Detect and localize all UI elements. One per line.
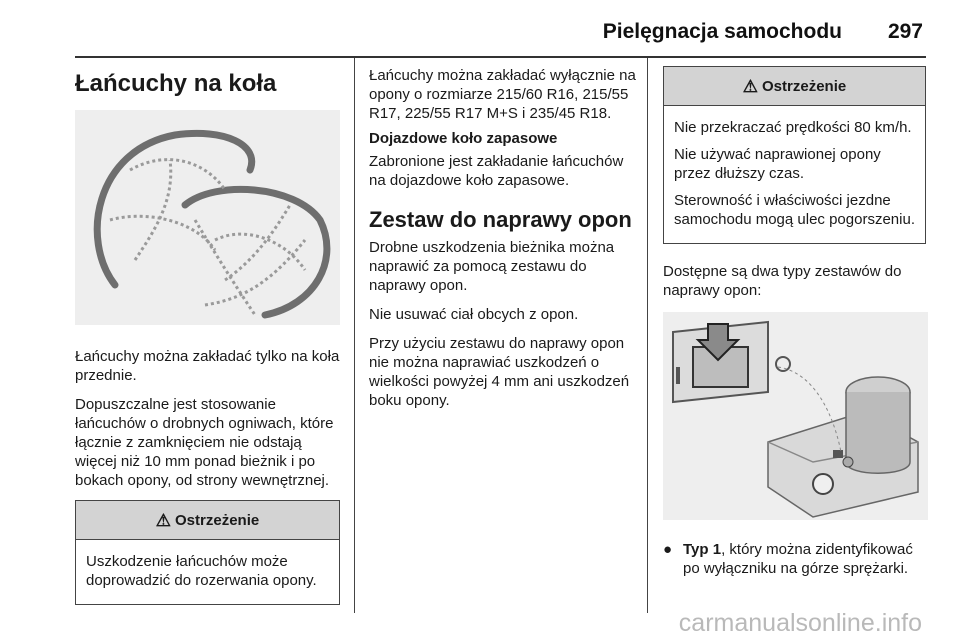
spare-wheel-subheading: Dojazdowe koło zapasowe [369,130,558,147]
warning-box-repair [663,66,926,244]
bullet-label: Typ 1 [683,541,722,558]
chains-allowed-text: Dopuszczalne jest stosowanie łańcuchów o drobnych ogniwach, które łącznie z zamknięciem nie odstają więcej niż 10 mm ponad bieżnik i po bokach opony, od strony wewnętrznej. [75,396,334,489]
section-title-chains: Łańcuchy na koła [75,70,277,97]
repaired-tire-usage-text: Nie używać naprawionej opony przez dłuższy czas. [674,146,881,182]
warning-triangle-icon: ⚠ [155,510,172,530]
column-2 [369,66,637,420]
bullet-type1 [663,540,926,578]
column-1 [75,62,340,623]
warning-triangle-icon: ⚠ [742,76,759,96]
warning-heading [76,501,339,540]
repair-limits-text: Przy użyciu zestawu do naprawy opon nie można naprawiać uszkodzeń o wielkości powyżej 4 mm ani uszkodzeń boku opony. [369,335,630,409]
header-title: Pielęgnacja samochodu [602,20,842,43]
column-divider-2 [647,58,648,613]
section-title-repair-kit: Zestaw do naprawy opon [369,207,632,232]
spare-wheel-text: Zabronione jest zakładanie łańcuchów na dojazdowe koło zapasowe. [369,153,624,189]
warning-box-chains [75,500,340,605]
speed-limit-text: Nie przekraczać prędkości 80 km/h. [674,119,912,136]
page-number: 297 [887,20,923,43]
watermark: carmanualsonline.info [678,609,922,637]
warning-heading-label: Ostrzeżenie [175,511,260,529]
warning-body [76,540,339,604]
bullet-text [683,540,926,578]
warning-heading [664,67,925,106]
chains-front-wheels-text: Łańcuchy można zakładać tylko na koła przednie. [75,348,340,384]
kit-types-text: Dostępne są dwa typy zestawów do naprawy opon: [663,263,902,299]
bullet-dot: ● [663,541,673,558]
foreign-objects-text: Nie usuwać ciał obcych z opon. [369,306,579,323]
header-rule [75,56,926,58]
bullet-description: , który można zidentyfikować po wyłączniku na górze sprężarki. [683,541,913,577]
chain-tire-sizes-text: Łańcuchy można zakładać wyłącznie na opony o rozmiarze 215/60 R16, 215/55 R17, 225/55 R17 M+S i 235/45 R18. [369,67,636,122]
compressor-illustration [663,312,928,520]
handling-warning-text: Sterowność i właściwości jezdne samochodu mogą ulec pogorszeniu. [674,192,915,228]
column-3 [663,62,926,578]
column-divider-1 [354,58,355,613]
warning-body [664,106,925,243]
warning-text: Uszkodzenie łańcuchów może doprowadzić do rozerwania opony. [86,553,317,589]
repair-kit-intro-text: Drobne uszkodzenia bieżnika można naprawić za pomocą zestawu do naprawy opon. [369,239,615,294]
warning-heading-label: Ostrzeżenie [762,77,847,95]
snow-chains-illustration [75,110,340,325]
